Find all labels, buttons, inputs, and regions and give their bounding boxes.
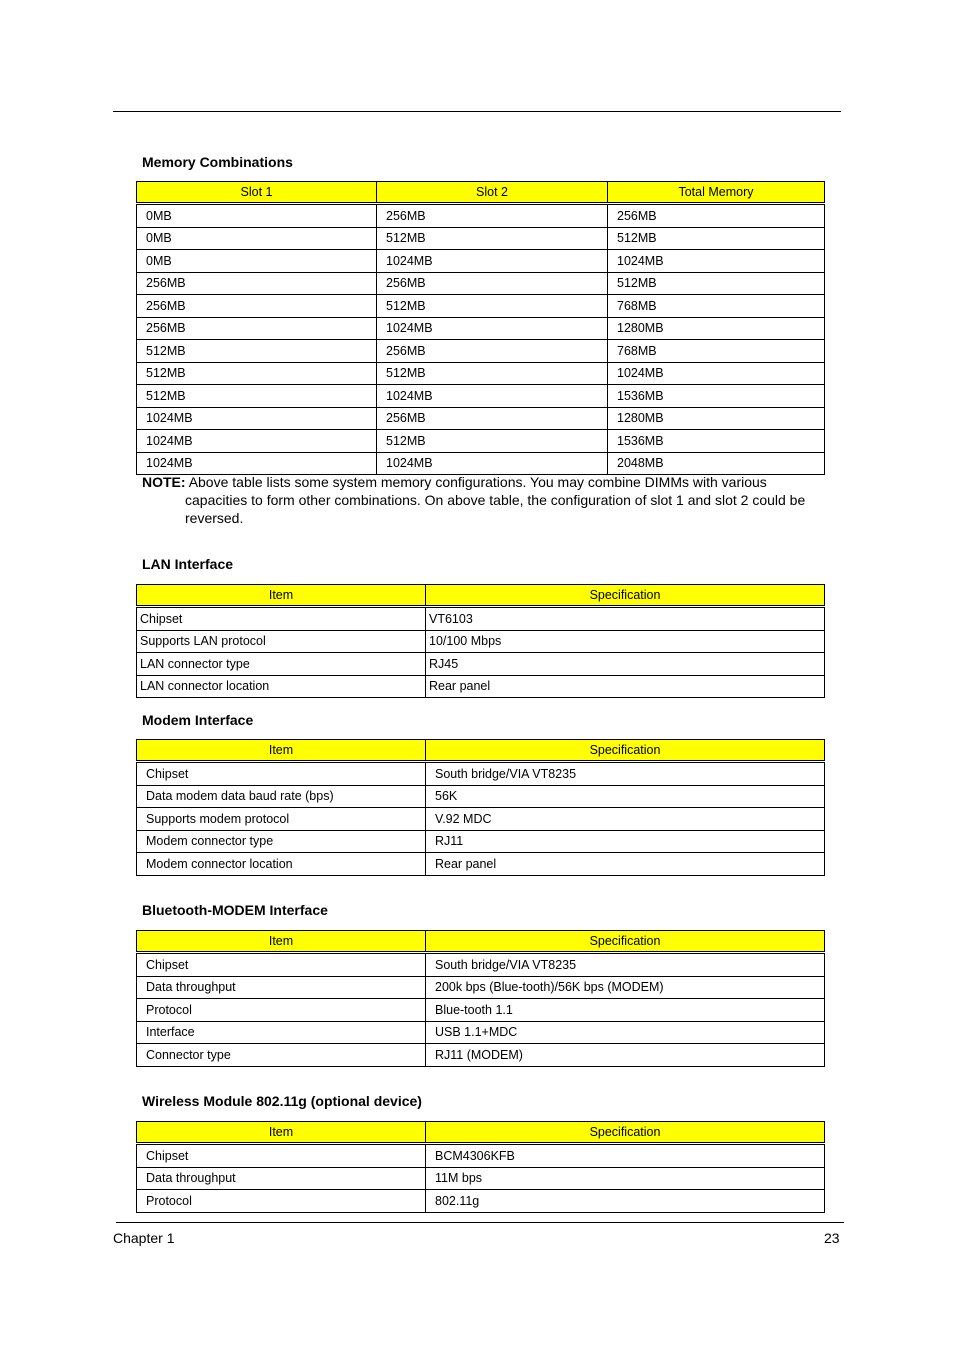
- table-cell: LAN connector location: [137, 675, 426, 698]
- table-row: [137, 385, 825, 408]
- table-row: [137, 853, 825, 876]
- table-cell: 11M bps: [426, 1167, 825, 1190]
- table-cell: Data throughput: [137, 1167, 426, 1190]
- memory-note: [142, 473, 832, 527]
- memory-heading: Memory Combinations: [142, 154, 293, 170]
- table-cell: Chipset: [137, 1144, 426, 1168]
- column-header: Total Memory: [608, 182, 825, 204]
- table-cell: Rear panel: [426, 675, 825, 698]
- table-row: [137, 1167, 825, 1190]
- lan-heading: LAN Interface: [142, 556, 234, 572]
- table-cell: 256MB: [137, 317, 377, 340]
- table-cell: Rear panel: [426, 853, 825, 876]
- table-cell: 10/100 Mbps: [426, 630, 825, 653]
- table-cell: 256MB: [137, 272, 377, 295]
- table-cell: 1024MB: [608, 362, 825, 385]
- table-cell: 512MB: [377, 362, 608, 385]
- table-cell: 1024MB: [137, 452, 377, 475]
- table-row: [137, 362, 825, 385]
- table-cell: 1024MB: [377, 385, 608, 408]
- column-header: Slot 1: [137, 182, 377, 204]
- table-cell: Chipset: [137, 607, 426, 631]
- table-row: [137, 227, 825, 250]
- table-cell: 768MB: [608, 340, 825, 363]
- table-cell: 256MB: [608, 204, 825, 228]
- column-header: Item: [137, 1122, 426, 1144]
- table-row: [137, 607, 825, 631]
- table-row: [137, 1190, 825, 1213]
- modem-heading: Modem Interface: [142, 712, 254, 728]
- column-header: Slot 2: [377, 182, 608, 204]
- table-cell: 512MB: [137, 340, 377, 363]
- table-cell: South bridge/VIA VT8235: [426, 953, 825, 977]
- bluetooth-rows: [137, 953, 825, 1067]
- column-header: Item: [137, 740, 426, 762]
- table-cell: 1536MB: [608, 430, 825, 453]
- table-cell: Data throughput: [137, 976, 426, 999]
- table-cell: V.92 MDC: [426, 808, 825, 831]
- bluetooth-table: [136, 930, 825, 1067]
- wireless-header-row: [137, 1122, 825, 1144]
- table-row: [137, 630, 825, 653]
- modem-header-row: [137, 740, 825, 762]
- lan-table: [136, 584, 825, 698]
- footer-rule: [116, 1222, 844, 1223]
- table-row: [137, 653, 825, 676]
- table-cell: VT6103: [426, 607, 825, 631]
- table-cell: 1024MB: [137, 407, 377, 430]
- table-cell: 802.11g: [426, 1190, 825, 1213]
- table-cell: 0MB: [137, 204, 377, 228]
- table-cell: 256MB: [377, 407, 608, 430]
- table-cell: 1280MB: [608, 317, 825, 340]
- table-row: [137, 340, 825, 363]
- table-row: [137, 317, 825, 340]
- table-row: [137, 295, 825, 318]
- table-row: [137, 976, 825, 999]
- column-header: Item: [137, 931, 426, 953]
- table-cell: 2048MB: [608, 452, 825, 475]
- table-row: [137, 1021, 825, 1044]
- table-cell: Protocol: [137, 999, 426, 1022]
- table-cell: 1280MB: [608, 407, 825, 430]
- lan-rows: [137, 607, 825, 698]
- table-cell: South bridge/VIA VT8235: [426, 762, 825, 786]
- table-row: [137, 953, 825, 977]
- table-cell: Protocol: [137, 1190, 426, 1213]
- table-cell: 1024MB: [608, 250, 825, 273]
- memory-header-row: [137, 182, 825, 204]
- table-cell: 0MB: [137, 227, 377, 250]
- table-cell: Data modem data baud rate (bps): [137, 785, 426, 808]
- table-row: [137, 407, 825, 430]
- table-row: [137, 999, 825, 1022]
- column-header: Specification: [426, 931, 825, 953]
- table-cell: Modem connector type: [137, 830, 426, 853]
- note-text: capacities to form other combinations. On above table, the configuration of slot 1 and slot 2 could be: [185, 492, 806, 508]
- table-row: [137, 250, 825, 273]
- modem-table: [136, 739, 825, 876]
- table-cell: LAN connector type: [137, 653, 426, 676]
- table-cell: 512MB: [377, 227, 608, 250]
- footer-chapter: Chapter 1: [113, 1230, 175, 1246]
- table-row: [137, 762, 825, 786]
- table-cell: RJ45: [426, 653, 825, 676]
- table-cell: 512MB: [377, 430, 608, 453]
- table-row: [137, 785, 825, 808]
- note-text: reversed.: [185, 510, 244, 526]
- table-row: [137, 204, 825, 228]
- wireless-rows: [137, 1144, 825, 1213]
- table-cell: 512MB: [137, 362, 377, 385]
- table-row: [137, 675, 825, 698]
- note-label: NOTE:: [142, 474, 186, 490]
- table-cell: 0MB: [137, 250, 377, 273]
- table-cell: BCM4306KFB: [426, 1144, 825, 1168]
- table-cell: Connector type: [137, 1044, 426, 1067]
- table-cell: 1024MB: [377, 317, 608, 340]
- table-cell: Chipset: [137, 953, 426, 977]
- table-cell: 256MB: [377, 204, 608, 228]
- table-cell: 56K: [426, 785, 825, 808]
- column-header: Item: [137, 585, 426, 607]
- table-cell: 1024MB: [137, 430, 377, 453]
- table-cell: RJ11: [426, 830, 825, 853]
- table-row: [137, 272, 825, 295]
- table-cell: Supports LAN protocol: [137, 630, 426, 653]
- note-text: Above table lists some system memory configurations. You may combine DIMMs with various: [188, 474, 767, 490]
- table-cell: 512MB: [608, 272, 825, 295]
- table-cell: 1024MB: [377, 452, 608, 475]
- bluetooth-header-row: [137, 931, 825, 953]
- memory-rows: [137, 204, 825, 475]
- table-cell: Supports modem protocol: [137, 808, 426, 831]
- column-header: Specification: [426, 1122, 825, 1144]
- table-cell: Blue-tooth 1.1: [426, 999, 825, 1022]
- header-rule: [113, 111, 841, 112]
- table-cell: 200k bps (Blue-tooth)/56K bps (MODEM): [426, 976, 825, 999]
- table-cell: 1024MB: [377, 250, 608, 273]
- table-row: [137, 808, 825, 831]
- table-cell: Chipset: [137, 762, 426, 786]
- lan-header-row: [137, 585, 825, 607]
- table-cell: Modem connector location: [137, 853, 426, 876]
- table-cell: 768MB: [608, 295, 825, 318]
- memory-table: [136, 181, 825, 475]
- table-row: [137, 1144, 825, 1168]
- table-cell: 256MB: [377, 340, 608, 363]
- table-cell: 256MB: [377, 272, 608, 295]
- table-row: [137, 452, 825, 475]
- modem-rows: [137, 762, 825, 876]
- table-cell: 256MB: [137, 295, 377, 318]
- table-row: [137, 1044, 825, 1067]
- table-cell: 512MB: [137, 385, 377, 408]
- wireless-heading: Wireless Module 802.11g (optional device): [142, 1093, 422, 1109]
- table-row: [137, 430, 825, 453]
- table-cell: USB 1.1+MDC: [426, 1021, 825, 1044]
- table-cell: RJ11 (MODEM): [426, 1044, 825, 1067]
- wireless-table: [136, 1121, 825, 1213]
- column-header: Specification: [426, 740, 825, 762]
- page-number: 23: [824, 1230, 840, 1246]
- table-cell: 512MB: [377, 295, 608, 318]
- table-cell: 512MB: [608, 227, 825, 250]
- table-cell: Interface: [137, 1021, 426, 1044]
- table-row: [137, 830, 825, 853]
- table-cell: 1536MB: [608, 385, 825, 408]
- bluetooth-heading: Bluetooth-MODEM Interface: [142, 902, 328, 918]
- column-header: Specification: [426, 585, 825, 607]
